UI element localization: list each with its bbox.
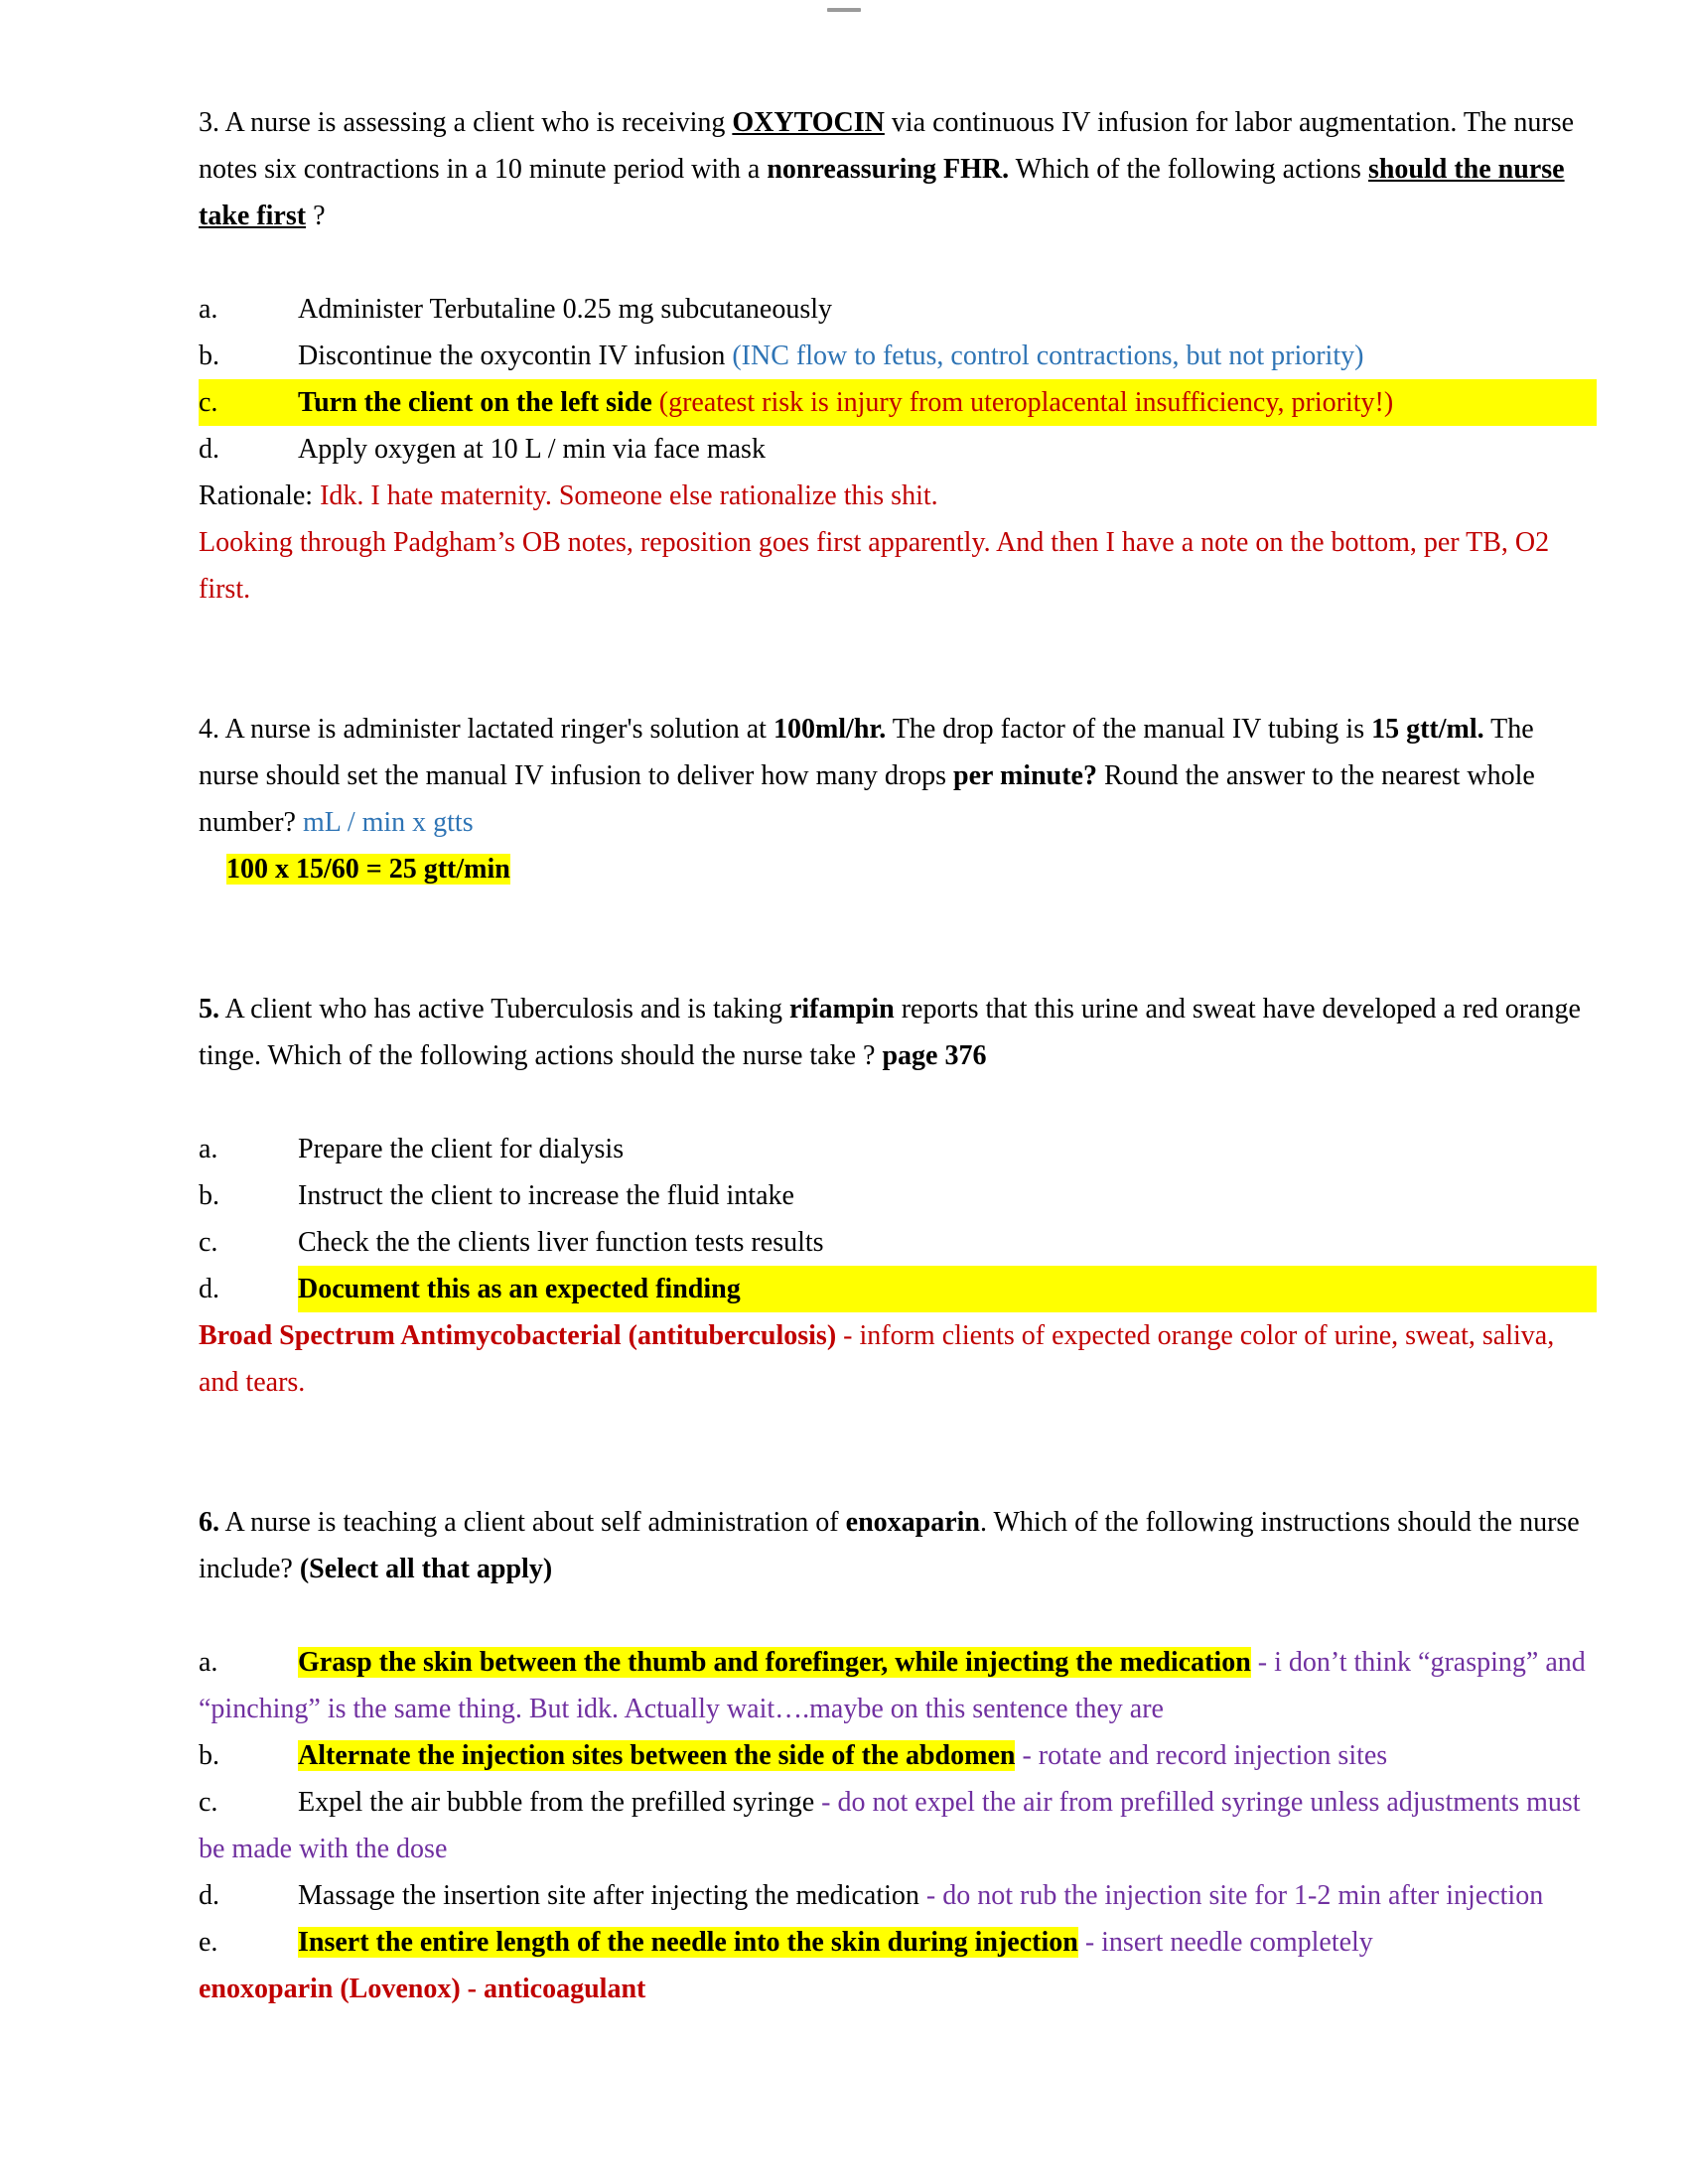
text-run: per minute? <box>953 760 1097 791</box>
q3-option-d <box>199 426 1597 473</box>
text-run: Rationale: <box>199 480 321 511</box>
text-run: nonreassuring FHR. <box>767 154 1010 185</box>
q5-rationale <box>199 1312 1597 1406</box>
q6-rationale <box>199 1966 1597 2012</box>
q6-option-e <box>199 1919 1597 1966</box>
text-run: 5. <box>199 994 219 1024</box>
paragraph-spacer <box>199 892 1597 986</box>
text-run: 15 gtt/ml. <box>1371 714 1484 745</box>
paragraph-spacer <box>199 1079 1597 1126</box>
q3-rationale-2 <box>199 519 1597 613</box>
option-letter: d. <box>199 1274 219 1304</box>
text-run: Which of the following actions <box>1009 154 1368 185</box>
q3-option-b <box>199 333 1597 379</box>
text-run: A nurse is teaching a client about self administration of <box>219 1507 846 1538</box>
q6-option-d <box>199 1872 1597 1919</box>
option-letter: b. <box>199 1180 219 1211</box>
question-6 <box>199 1499 1597 1592</box>
text-run: OXYTOCIN <box>732 107 885 138</box>
text-run: Insert the entire length of the needle into the skin during injection <box>298 1927 1078 1958</box>
text-run: Prepare the client for dialysis <box>298 1134 625 1164</box>
text-run: 3. A nurse is assessing a client who is receiving <box>199 107 733 138</box>
text-run: A client who has active Tuberculosis and is taking <box>219 994 789 1024</box>
highlighted-answer <box>298 1266 1597 1312</box>
option-letter: a. <box>199 1647 218 1678</box>
text-run: Alternate the injection sites between the side of the abdomen <box>298 1740 1016 1771</box>
text-run: 100 x 15/60 = 25 gtt/min <box>226 854 510 885</box>
text-run: - do not rub the injection site for 1-2 min after injection <box>918 1880 1544 1911</box>
q6-option-a <box>199 1639 1597 1732</box>
paragraph-spacer <box>199 239 1597 286</box>
option-letter: a. <box>199 1134 218 1164</box>
text-run: - inform clients of expected orange color of urine, sweat, saliva, and tears. <box>199 1320 1555 1398</box>
q3-option-a <box>199 286 1597 333</box>
text-run: Round the answer to the nearest whole number? <box>199 760 1535 838</box>
option-letter: b. <box>199 1740 219 1771</box>
text-run: Expel the air bubble from the prefilled syringe <box>298 1787 815 1818</box>
paragraph-spacer <box>199 613 1597 706</box>
text-run: Instruct the client to increase the fluid intake <box>298 1180 794 1211</box>
text-run: Discontinue the oxycontin IV infusion <box>298 341 733 371</box>
q5-option-d <box>199 1266 1597 1312</box>
text-run: 4. A nurse is administer lactated ringer's solution at <box>199 714 774 745</box>
text-run: Apply oxygen at 10 L / min via face mask <box>298 434 766 465</box>
text-run: . Which of the following instructions should the nurse include? <box>199 1507 1580 1584</box>
text-run: Looking through Padgham’s OB notes, reposition goes first apparently. And then I have a note on the bottom, per TB, O2 first. <box>199 527 1550 605</box>
question-4 <box>199 706 1597 846</box>
text-run: ? <box>306 201 326 231</box>
question-5 <box>199 986 1597 1079</box>
text-run: The nurse should set the manual IV infusion to deliver how many drops <box>199 714 1534 791</box>
question-3 <box>199 99 1597 239</box>
option-letter: e. <box>199 1927 218 1958</box>
q3-option-c <box>199 379 1597 426</box>
text-run: Broad Spectrum Antimycobacterial (antituberculosis) <box>199 1320 837 1351</box>
text-run: (INC flow to fetus, control contractions, but not priority) <box>732 341 1364 371</box>
text-run: Turn the client on the left side <box>298 387 659 418</box>
text-run: Massage the insertion site after injecting the medication <box>298 1880 919 1911</box>
q5-option-a <box>199 1126 1597 1172</box>
text-run: Administer Terbutaline 0.25 mg subcutaneously <box>298 294 832 325</box>
text-run: 100ml/hr. <box>773 714 887 745</box>
text-run: Idk. I hate maternity. Someone else rationalize this shit. <box>320 480 938 511</box>
option-letter: c. <box>199 1227 218 1258</box>
option-letter: c. <box>199 1787 218 1818</box>
text-run: reports that this urine and sweat have developed a red orange tinge. Which of the following actions should the nurse take ? <box>199 994 1581 1071</box>
text-run: Grasp the skin between the thumb and forefinger, while injecting the medication <box>298 1647 1251 1678</box>
text-run: - i don’t think “grasping” and “pinching” is the same thing. But idk. Actually wait….maybe on this sentence they are <box>199 1647 1586 1724</box>
text-run: - rotate and record injection sites <box>1015 1740 1388 1771</box>
text-run: Check the the clients liver function tests results <box>298 1227 824 1258</box>
q5-option-b <box>199 1172 1597 1219</box>
text-run: enoxaparin <box>845 1507 980 1538</box>
text-run: (greatest risk is injury from uteroplacental insufficiency, priority!) <box>658 387 1394 418</box>
text-run: - do not expel the air from prefilled syringe unless adjustments must be made with the dose <box>199 1787 1581 1864</box>
text-run: via continuous IV infusion for labor augmentation. The nurse notes six contractions in a 10 minute period with a <box>199 107 1575 185</box>
text-run: rifampin <box>788 994 895 1024</box>
option-letter: c. <box>199 387 218 418</box>
paragraph-spacer <box>199 1592 1597 1639</box>
option-letter: a. <box>199 294 218 325</box>
text-run: page 376 <box>882 1040 987 1071</box>
text-run: enoxoparin (Lovenox) - anticoagulant <box>199 1974 646 2004</box>
option-letter: d. <box>199 1880 219 1911</box>
text-run: should the nurse take first <box>199 154 1565 231</box>
text-run: - insert needle completely <box>1077 1927 1373 1958</box>
text-run: The drop factor of the manual IV tubing is <box>886 714 1372 745</box>
option-letter: b. <box>199 341 219 371</box>
text-run: mL / min x gtts <box>302 807 474 838</box>
paragraph-spacer <box>199 1406 1597 1499</box>
text-run: 6. <box>199 1507 219 1538</box>
q3-rationale <box>199 473 1597 519</box>
q6-option-c <box>199 1779 1597 1872</box>
q4-calculation <box>199 846 1597 892</box>
q5-option-c <box>199 1219 1597 1266</box>
option-letter: d. <box>199 434 219 465</box>
q6-option-b <box>199 1732 1597 1779</box>
text-run: Document this as an expected finding <box>298 1274 741 1304</box>
text-run: (Select all that apply) <box>299 1554 553 1584</box>
